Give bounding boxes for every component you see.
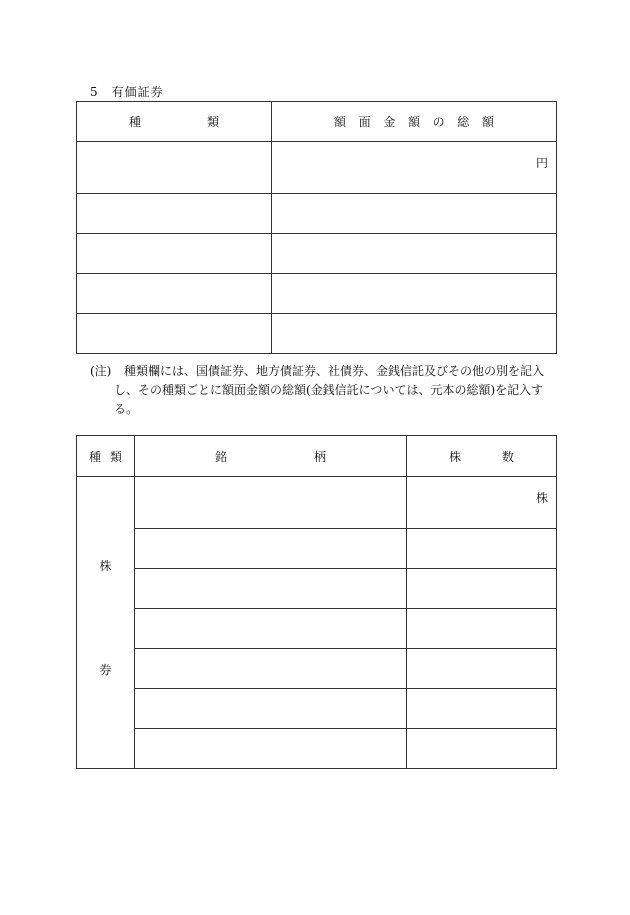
total-cell[interactable] <box>272 274 557 314</box>
note-line-3: る。 <box>114 402 139 416</box>
total-cell[interactable] <box>272 314 557 354</box>
yen-unit: 円 <box>535 156 548 170</box>
header-kind-char: 類 <box>109 449 122 464</box>
table-row <box>77 729 557 769</box>
header-total-char: 額 <box>334 115 347 129</box>
brand-cell[interactable] <box>135 569 407 609</box>
stock-table <box>76 435 557 769</box>
table-row <box>77 569 557 609</box>
header-brand <box>135 436 407 477</box>
table-row <box>77 609 557 649</box>
table-row <box>77 477 557 529</box>
shares-cell[interactable] <box>407 689 557 729</box>
header-face-value-total <box>272 102 557 142</box>
brand-cell[interactable] <box>135 529 407 569</box>
brand-cell[interactable] <box>135 609 407 649</box>
note <box>90 362 560 419</box>
total-cell[interactable] <box>272 234 557 274</box>
table-row <box>77 142 557 194</box>
kind-vertical-char: 券 <box>99 663 112 677</box>
table-row <box>77 234 557 274</box>
header-kind-char: 種 <box>129 115 142 129</box>
table-row <box>77 529 557 569</box>
kind-cell[interactable] <box>77 194 272 234</box>
kind-cell[interactable] <box>77 142 272 194</box>
table-row <box>77 689 557 729</box>
header-total-char: 金 <box>383 115 396 129</box>
header-total-char: 額 <box>481 115 494 129</box>
header-brand-char: 銘 <box>215 449 228 464</box>
shares-cell[interactable] <box>407 729 557 769</box>
kind-stock-cell <box>77 477 135 769</box>
table-row <box>77 649 557 689</box>
kind-cell[interactable] <box>77 234 272 274</box>
shares-cell[interactable] <box>407 477 557 529</box>
securities-total-table <box>76 101 557 354</box>
header-total-char: 面 <box>358 115 371 129</box>
note-label: (注) <box>90 364 112 378</box>
total-cell[interactable] <box>272 142 557 194</box>
shares-cell[interactable] <box>407 609 557 649</box>
table-header-row <box>77 102 557 142</box>
header-shares-char: 数 <box>501 449 514 464</box>
header-total-char: の <box>432 115 445 129</box>
header-brand-char: 柄 <box>313 449 326 464</box>
kind-vertical-char: 株 <box>99 559 112 573</box>
shares-cell[interactable] <box>407 649 557 689</box>
brand-cell[interactable] <box>135 649 407 689</box>
note-line-2: し、その種類ごとに額面金額の総額(金銭信託については、元本の総額)を記入す <box>114 383 544 397</box>
shares-unit: 株 <box>535 491 548 505</box>
table-row <box>77 194 557 234</box>
total-cell[interactable] <box>272 194 557 234</box>
note-line-1: 種類欄には、国債証券、地方債証券、社債券、金銭信託及びその他の別を記入 <box>124 364 545 378</box>
header-total-char: 総 <box>457 115 470 129</box>
table-row <box>77 314 557 354</box>
header-shares <box>407 436 557 477</box>
kind-cell[interactable] <box>77 274 272 314</box>
header-shares-char: 株 <box>449 449 462 464</box>
header-kind <box>77 436 135 477</box>
header-kind-char: 種 <box>89 449 102 464</box>
kind-cell[interactable] <box>77 314 272 354</box>
shares-cell[interactable] <box>407 569 557 609</box>
header-kind-char: 類 <box>206 115 219 129</box>
section-title: 5 有価証券 <box>90 85 164 99</box>
brand-cell[interactable] <box>135 729 407 769</box>
header-total-char: 額 <box>407 115 420 129</box>
brand-cell[interactable] <box>135 477 407 529</box>
shares-cell[interactable] <box>407 529 557 569</box>
brand-cell[interactable] <box>135 689 407 729</box>
header-kind <box>77 102 272 142</box>
table-row <box>77 274 557 314</box>
table-header-row <box>77 436 557 477</box>
